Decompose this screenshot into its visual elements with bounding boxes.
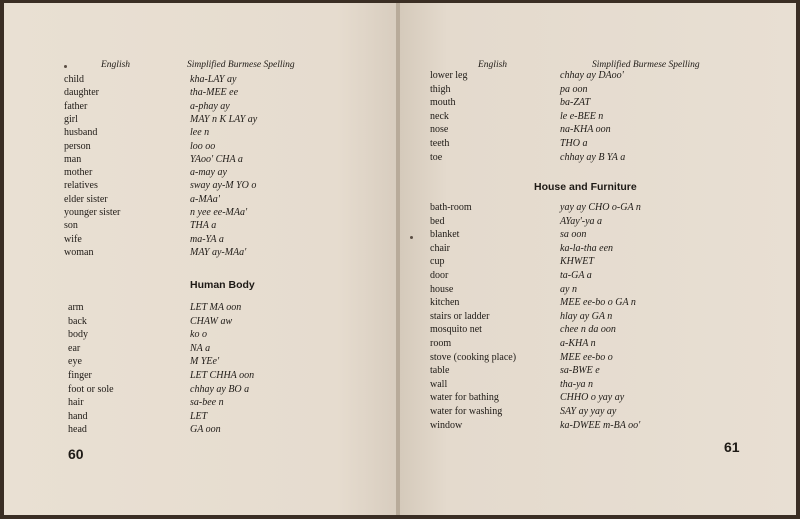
english-word: mother (64, 167, 93, 179)
word-row (68, 315, 408, 328)
english-word: woman (64, 246, 94, 258)
burmese-spelling: ay n (560, 283, 577, 295)
burmese-spelling: a-phay ay (190, 100, 230, 112)
english-word: hand (68, 410, 88, 422)
burmese-spelling: CHHO o yay ay (560, 392, 625, 404)
word-row (64, 153, 404, 166)
burmese-spelling: na-KHA oon (560, 124, 611, 136)
burmese-spelling: sa oon (560, 229, 587, 241)
english-word: child (64, 74, 84, 85)
word-row (68, 328, 408, 341)
word-row (68, 383, 408, 396)
english-word: daughter (64, 87, 99, 99)
burmese-spelling: ta-GA a (560, 270, 592, 281)
word-row (430, 310, 770, 323)
burmese-spelling: yay ay CHO o-GA n (560, 202, 641, 213)
word-row (68, 301, 408, 314)
english-word: thigh (430, 83, 451, 95)
word-row (68, 369, 408, 382)
word-row (64, 206, 404, 219)
burmese-spelling: ma-YA a (190, 233, 224, 245)
english-word: bath-room (430, 202, 472, 213)
english-word: girl (64, 113, 78, 125)
word-row (430, 378, 770, 391)
burmese-spelling: tha-ya n (560, 378, 594, 390)
english-word: mouth (430, 97, 456, 109)
word-row (64, 113, 404, 126)
english-column-header: English (478, 60, 508, 70)
word-row (430, 69, 770, 82)
word-row (430, 323, 770, 336)
english-word: nose (430, 124, 449, 136)
english-word: bed (430, 215, 445, 227)
burmese-spelling: sa-BWE e (560, 365, 600, 377)
burmese-column-header: Simplified Burmese Spelling (592, 60, 700, 70)
burmese-spelling: sa-bee n (190, 397, 224, 409)
burmese-spelling: a-may ay (190, 167, 227, 179)
burmese-spelling: GA oon (190, 424, 221, 436)
burmese-spelling: chee n da oon (560, 324, 616, 336)
burmese-spelling: chhay ay DAoo' (560, 70, 624, 81)
burmese-spelling: AYay'-ya a (560, 215, 603, 227)
english-word: back (68, 315, 87, 327)
burmese-spelling: pa oon (560, 83, 588, 95)
english-word: lower leg (430, 70, 468, 81)
english-word: door (430, 270, 449, 281)
page-number: 61 (724, 439, 740, 455)
word-row (430, 337, 770, 350)
word-row (68, 342, 408, 355)
burmese-spelling: MEE ee-bo o (560, 351, 613, 363)
word-row (64, 166, 404, 179)
book-spread (4, 3, 796, 515)
page-number: 60 (68, 446, 84, 462)
word-row (430, 137, 770, 150)
burmese-spelling: CHAW aw (190, 315, 233, 327)
word-row (430, 215, 770, 228)
burmese-spelling: KHWET (560, 256, 594, 268)
word-row (430, 269, 770, 282)
english-word: room (430, 338, 452, 349)
word-row (430, 405, 770, 418)
word-row (64, 179, 404, 192)
english-word: chair (430, 242, 450, 254)
burmese-spelling: ka-la-tha een (560, 242, 614, 254)
english-word: elder sister (64, 193, 108, 205)
english-word: arm (68, 302, 84, 313)
english-word: window (430, 419, 463, 431)
burmese-spelling: chhay ay BO a (190, 383, 250, 395)
page-speck (410, 236, 413, 239)
english-word: person (64, 140, 91, 152)
english-column-header: English (101, 60, 131, 70)
word-row (430, 228, 770, 241)
word-row (64, 246, 404, 259)
english-word: neck (430, 110, 449, 122)
english-word: stove (cooking place) (430, 351, 517, 363)
burmese-spelling: MAY n K LAY ay (190, 113, 258, 125)
burmese-column-header: Simplified Burmese Spelling (187, 60, 295, 70)
word-row (64, 219, 404, 232)
burmese-spelling: MEE ee-bo o GA n (560, 297, 636, 309)
word-row (64, 100, 404, 113)
english-word: house (430, 283, 454, 295)
burmese-spelling: ko o (190, 329, 207, 341)
burmese-spelling: LET MA oon (190, 302, 242, 313)
burmese-spelling: ba-ZAT (560, 97, 591, 109)
burmese-spelling: SAY ay yay ay (560, 406, 617, 417)
english-word: husband (64, 127, 98, 139)
english-word: blanket (430, 229, 460, 241)
word-row (430, 96, 770, 109)
word-row (430, 242, 770, 255)
word-row (430, 419, 770, 432)
english-word: table (430, 365, 450, 377)
burmese-spelling: tha-MEE ee (190, 87, 239, 99)
english-word: younger sister (64, 207, 121, 218)
burmese-spelling: M YEe' (190, 356, 220, 368)
english-word: finger (68, 370, 92, 381)
burmese-spelling: a-MAa' (190, 193, 220, 205)
word-row (64, 233, 404, 246)
human-body-heading: Human Body (190, 279, 255, 291)
word-row (64, 193, 404, 206)
english-word: body (68, 329, 88, 341)
page-60 (4, 3, 396, 515)
word-row (64, 126, 404, 139)
burmese-spelling: n yee ee-MAa' (190, 207, 248, 218)
english-word: hair (68, 397, 84, 409)
page-speck (64, 65, 67, 68)
burmese-spelling: YAoo' CHA a (190, 153, 243, 165)
word-row (430, 351, 770, 364)
english-word: teeth (430, 138, 450, 149)
burmese-spelling: lee n (190, 127, 210, 139)
word-row (430, 296, 770, 309)
english-word: cup (430, 256, 445, 268)
burmese-spelling: a-KHA n (560, 338, 596, 349)
english-word: wall (430, 378, 448, 390)
burmese-spelling: LET (190, 410, 208, 422)
burmese-spelling: loo oo (190, 140, 216, 152)
word-row (430, 201, 770, 214)
english-word: relatives (64, 180, 98, 192)
burmese-spelling: NA a (190, 342, 211, 354)
word-row (430, 151, 770, 164)
burmese-spelling: chhay ay B YA a (560, 151, 626, 163)
word-row (68, 355, 408, 368)
burmese-spelling: kha-LAY ay (190, 74, 237, 85)
page-61 (400, 3, 796, 515)
english-word: stairs or ladder (430, 310, 490, 322)
burmese-spelling: MAY ay-MAa' (190, 246, 247, 258)
english-word: wife (64, 233, 82, 245)
word-row (430, 391, 770, 404)
word-row (64, 140, 404, 153)
english-word: water for washing (430, 406, 503, 417)
burmese-spelling: hlay ay GA n (560, 310, 613, 322)
english-word: son (64, 220, 78, 232)
word-row (68, 410, 408, 423)
english-word: father (64, 100, 88, 112)
word-row (430, 364, 770, 377)
word-row (64, 73, 404, 86)
english-word: foot or sole (68, 383, 114, 395)
burmese-spelling: LET CHHA oon (190, 370, 255, 381)
word-row (430, 83, 770, 96)
word-row (430, 283, 770, 296)
word-row (68, 423, 408, 436)
word-row (64, 86, 404, 99)
burmese-spelling: ka-DWEE m-BA oo' (560, 419, 641, 431)
burmese-spelling: THA a (190, 220, 217, 232)
english-word: head (68, 424, 87, 436)
english-word: man (64, 153, 82, 165)
burmese-spelling: le e-BEE n (560, 110, 604, 122)
english-word: kitchen (430, 297, 460, 309)
english-word: ear (68, 342, 81, 354)
english-word: toe (430, 151, 443, 163)
burmese-spelling: THO a (560, 138, 588, 149)
house-and-furniture-heading: House and Furniture (534, 181, 637, 193)
english-word: eye (68, 356, 82, 368)
word-row (430, 110, 770, 123)
english-word: water for bathing (430, 392, 499, 404)
word-row (430, 255, 770, 268)
english-word: mosquito net (430, 324, 482, 336)
word-row (430, 123, 770, 136)
word-row (68, 396, 408, 409)
burmese-spelling: sway ay-M YO o (190, 180, 257, 192)
